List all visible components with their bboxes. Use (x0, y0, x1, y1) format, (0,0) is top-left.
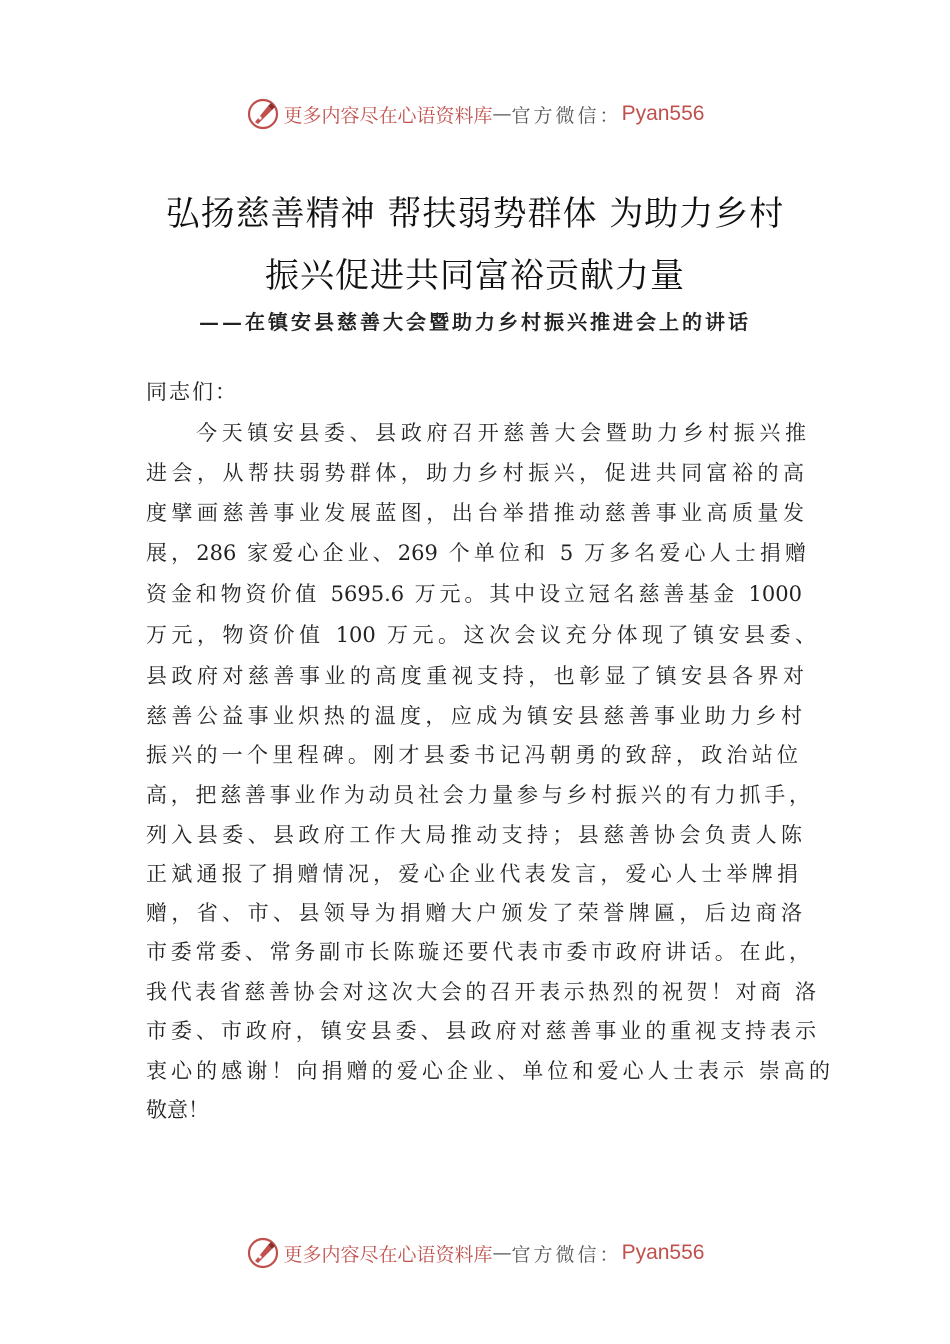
body-line: 县政府对慈善事业的高度重视支持，也彰显了镇安县各界对 (146, 664, 804, 688)
footer-banner (0, 1233, 950, 1273)
body-line: 赠，省、市、县领导为捐赠大户颁发了荣誉牌匾，后边商洛 (146, 901, 802, 925)
body-line: 市委常委、常务副市长陈璇还要代表市委市政府讲话。在此， (146, 940, 810, 964)
body-line: 进会，从帮扶弱势群体，助力乡村振兴，促进共同富裕的高 (146, 461, 804, 485)
document-title-line-1: 弘扬慈善精神 帮扶弱势群体 为助力乡村 (165, 194, 785, 234)
body-line: 今天镇安县委、县政府召开慈善大会暨助力乡村振兴推 (196, 421, 806, 445)
document-title-line-2: 振兴促进共同富裕贡献力量 (265, 256, 685, 296)
banner-site-text: 更多内容尽在心语资料库 (283, 104, 493, 127)
body-line: 衷心的感谢！向捐赠的爱心企业、单位和爱心人士表示 崇高的 (146, 1059, 830, 1083)
header-banner (0, 94, 950, 134)
body-line: 慈善公益事业炽热的温度，应成为镇安县慈善事业助力乡村 (146, 704, 802, 728)
body-line: 正斌通报了捐赠情况，爱心企业代表发言，爱心人士举牌捐 (146, 862, 798, 886)
banner-wechat-id: Pyan556 (621, 1241, 705, 1264)
fountain-pen-logo-icon (246, 97, 280, 131)
banner-separator: — (492, 1242, 512, 1264)
document-subtitle: ——在镇安县慈善大会暨助力乡村振兴推进会上的讲话 (199, 310, 751, 334)
fountain-pen-logo-icon (246, 1236, 280, 1270)
body-line: 展，286 家爱心企业、269 个单位和 5 万多名爱心人士捐赠 (146, 541, 806, 565)
body-line: 市委、市政府，镇安县委、县政府对慈善事业的重视支持表示 (146, 1019, 816, 1043)
body-line: 万元，物资价值 100 万元。这次会议充分体现了镇安县委、 (146, 623, 816, 647)
banner-site-text: 更多内容尽在心语资料库 (283, 1243, 493, 1266)
salutation: 同志们： (146, 380, 238, 404)
body-line: 我代表省慈善协会对这次大会的召开表示热烈的祝贺！对商 洛 (146, 980, 816, 1004)
banner-wechat-id: Pyan556 (621, 102, 705, 125)
body-line: 高，把慈善事业作为动员社会力量参与乡村振兴的有力抓手， (146, 783, 810, 807)
body-line: 列入县委、县政府工作大局推动支持；县慈善协会负责人陈 (146, 823, 802, 847)
body-line: 敬意！ (146, 1098, 209, 1122)
banner-separator: — (492, 103, 512, 125)
body-line: 度擘画慈善事业发展蓝图，出台举措推动慈善事业高质量发 (146, 501, 804, 525)
banner-wechat-label: 官方微信： (511, 104, 622, 127)
banner-wechat-label: 官方微信： (511, 1243, 622, 1266)
body-line: 资金和物资价值 5695.6 万元。其中设立冠名慈善基金 1000 (146, 582, 802, 606)
body-line: 振兴的一个里程碑。刚才县委书记冯朝勇的致辞，政治站位 (146, 743, 798, 767)
